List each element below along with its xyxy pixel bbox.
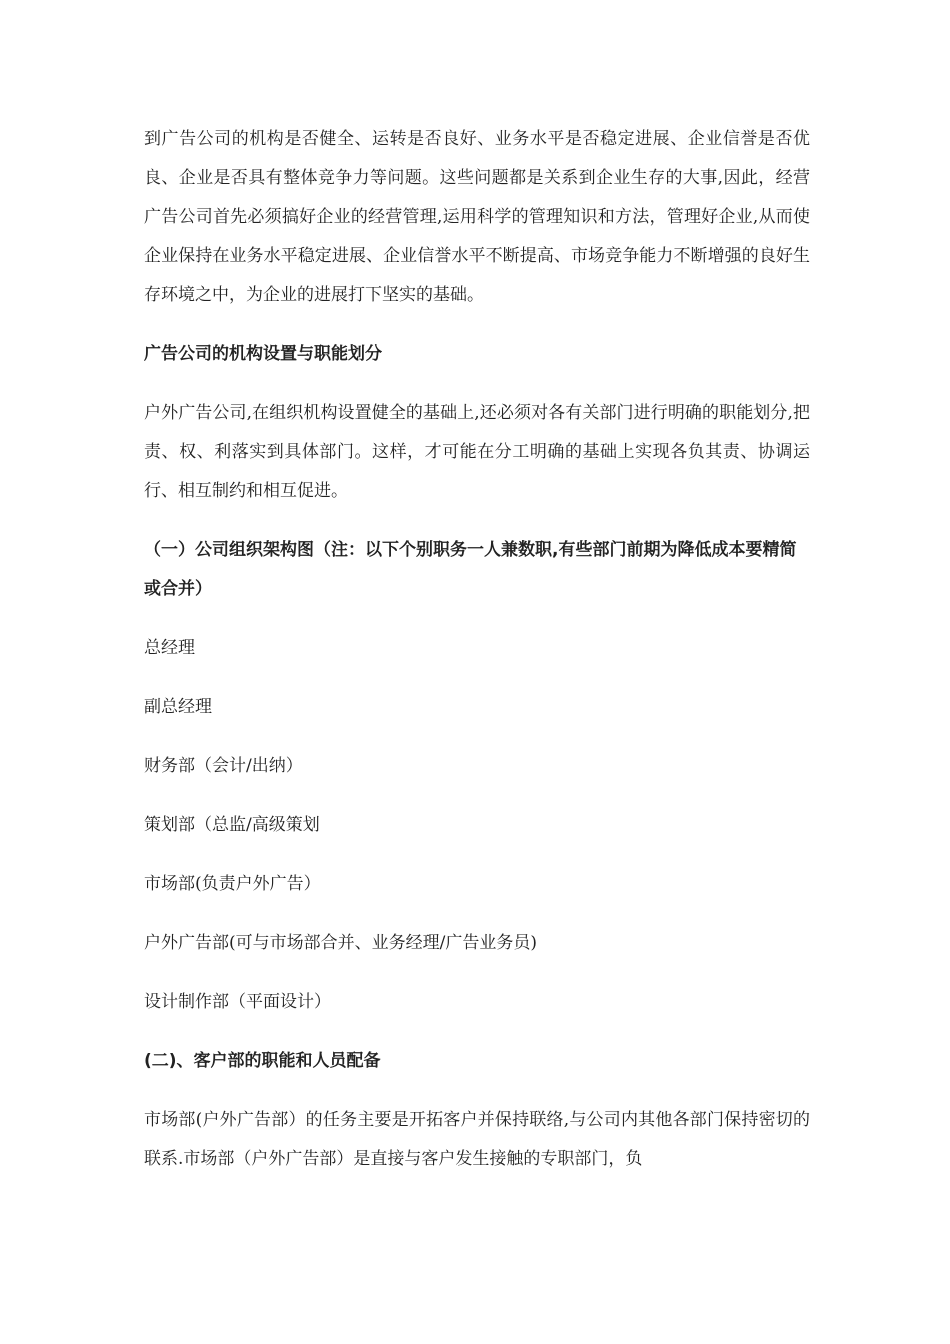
org-chart-list bbox=[144, 629, 810, 1022]
org-item-general-manager: 总经理 bbox=[144, 638, 195, 658]
org-item-marketing: 市场部(负责户外广告） bbox=[144, 874, 321, 894]
section-heading: 广告公司的机构设置与职能划分 bbox=[144, 344, 382, 364]
intro-paragraph: 到广告公司的机构是否健全、运转是否良好、业务水平是否稳定进展、企业信誉是否优良、企业是否具有整体竞争力等问题。这些问题都是关系到企业生存的大事,因此，经营广告公司首先必须搞好企业的经营管理,运用科学的管理知识和方法，管理好企业,从而使企业保持在业务水平稳定进展、企业信誉水平不断提高、市场竞争能力不断增强的良好生存环境之中，为企业的进展打下坚实的基础。 bbox=[144, 129, 810, 305]
document-page bbox=[144, 120, 810, 1199]
org-item-deputy-manager: 副总经理 bbox=[144, 697, 212, 717]
section-paragraph: 户外广告公司,在组织机构设置健全的基础上,还必须对各有关部门进行明确的职能划分,把责、权、利落实到具体部门。这样，才可能在分工明确的基础上实现各负其责、协调运行、相互制约和相互促进。 bbox=[144, 403, 810, 501]
org-item-finance: 财务部（会计/出纳） bbox=[144, 756, 303, 776]
client-dept-subheading: (二)、客户部的职能和人员配备 bbox=[144, 1051, 381, 1071]
org-item-planning: 策划部（总监/高级策划 bbox=[144, 815, 320, 835]
org-chart-subheading: （一）公司组织架构图（注：以下个别职务一人兼数职,有些部门前期为降低成本要精简或合并） bbox=[144, 540, 797, 599]
org-item-outdoor-ads: 户外广告部(可与市场部合并、业务经理/广告业务员) bbox=[144, 933, 537, 953]
final-paragraph: 市场部(户外广告部）的任务主要是开拓客户并保持联络,与公司内其他各部门保持密切的联系.市场部（户外广告部）是直接与客户发生接触的专职部门，负 bbox=[144, 1110, 810, 1169]
org-item-design: 设计制作部（平面设计） bbox=[144, 992, 331, 1012]
